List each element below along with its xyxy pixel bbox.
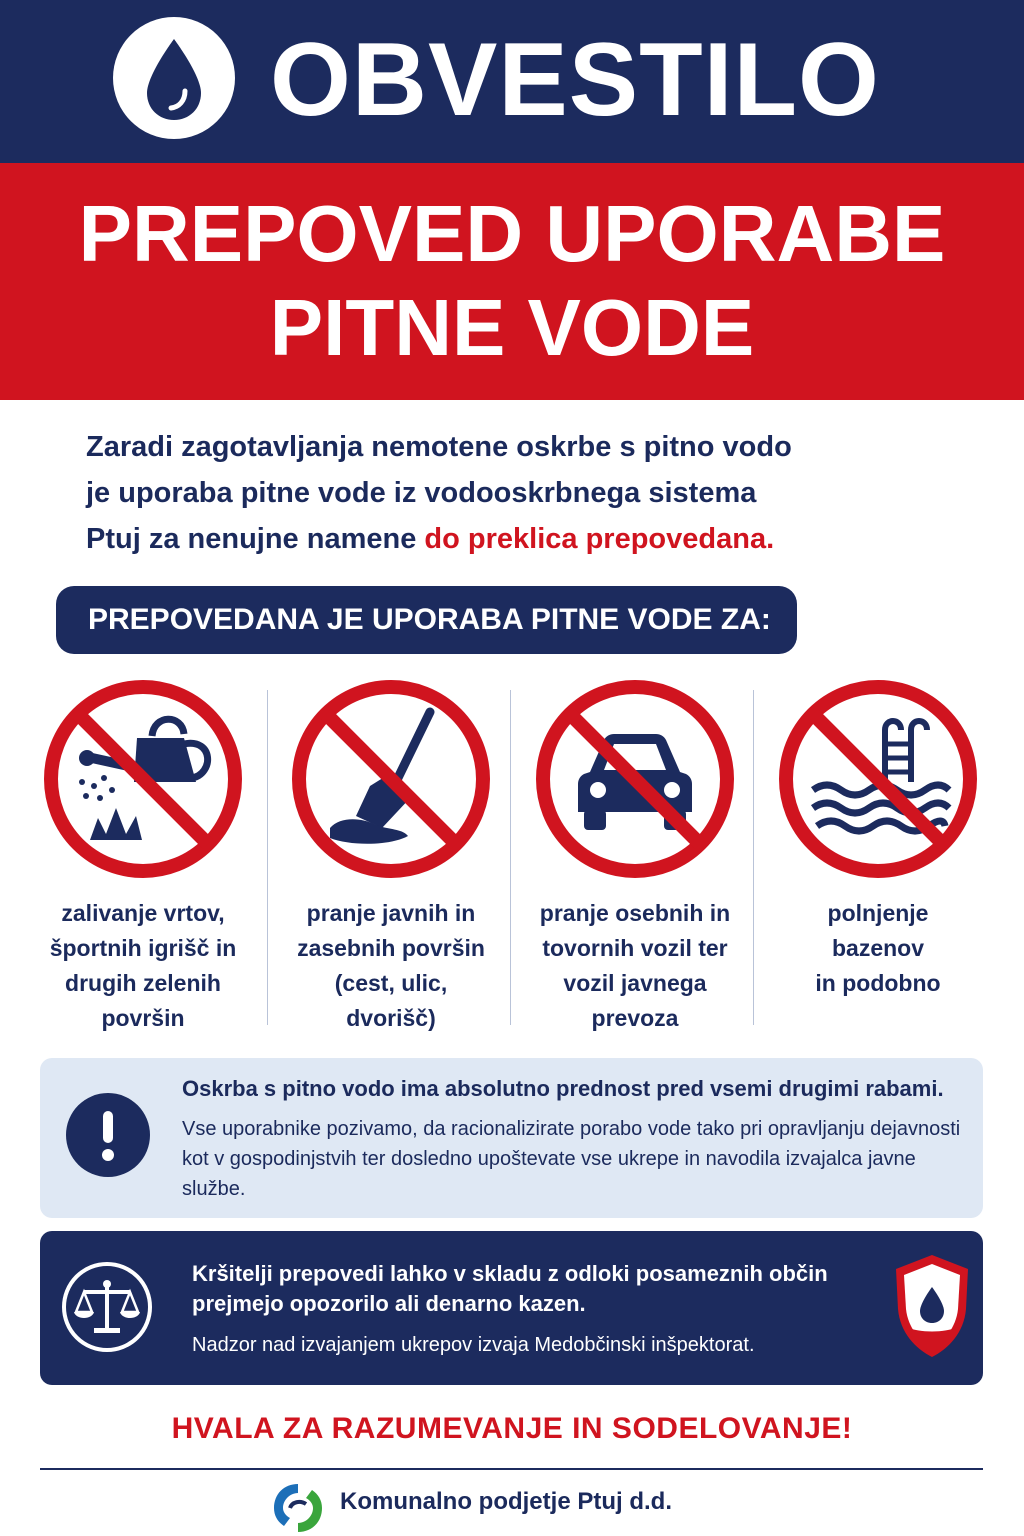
page-title: OBVESTILO <box>270 22 880 138</box>
prohibited-heading: PREPOVEDANA JE UPORABA PITNE VODE ZA: <box>56 586 797 654</box>
label-line: športnih igrišč in <box>49 935 237 961</box>
info-box <box>40 1058 983 1218</box>
label-line: zalivanje vrtov, <box>61 900 225 926</box>
label-line: drugih zelenih <box>65 970 221 996</box>
prohibition-item <box>755 670 1001 1030</box>
company-logo-icon <box>270 1480 326 1536</box>
water-drop-icon <box>113 17 235 139</box>
label-line: polnjenje <box>827 900 929 926</box>
car-icon <box>534 678 736 880</box>
watering-can-icon <box>42 678 244 880</box>
shield-drop-icon <box>892 1251 972 1361</box>
label-line: (cest, ulic, <box>334 970 448 996</box>
intro-line-2: je uporaba pitne vode iz vodooskrbnega sistema <box>86 477 757 509</box>
label-line: zasebnih površin <box>297 935 485 961</box>
label-line: vozil javnega <box>563 970 707 996</box>
prohibitions-row <box>20 670 1004 1030</box>
label-line: bazenov <box>831 935 925 961</box>
banner-line-2: PITNE VODE <box>269 283 755 372</box>
label-line: površin <box>101 1005 185 1031</box>
scales-icon <box>62 1262 152 1352</box>
intro-text <box>86 424 966 562</box>
column-divider <box>753 690 754 1025</box>
prohibition-item <box>512 670 758 1030</box>
thanks-text: HVALA ZA RAZUMEVANJE IN SODELOVANJE! <box>171 1412 853 1445</box>
prohibition-item <box>268 670 514 1030</box>
penalty-headline: Kršitelji prepovedi lahko v skladu z odloki posameznih občin prejmejo opozorilo ali denarno kazen. <box>192 1261 828 1316</box>
prohibition-label <box>512 896 758 1036</box>
banner-line-1: PREPOVED UPORABE <box>78 189 946 278</box>
label-line: pranje javnih in <box>306 900 476 926</box>
info-body: Vse uporabnike pozivamo, da racionalizirate porabo vode tako pri opravljanju dejavnosti kot v gospodinjstvih ter dosledno upoštevate vse ukrepe in navodila izvajalca javne službe. <box>182 1118 961 1200</box>
pool-icon <box>777 678 979 880</box>
company-name: Komunalno podjetje Ptuj d.d. <box>340 1488 672 1515</box>
label-line: prevoza <box>591 1005 679 1031</box>
label-line: dvorišč) <box>346 1005 436 1031</box>
prohibition-label <box>755 896 1001 1001</box>
intro-highlight: do preklica prepovedana. <box>424 523 775 555</box>
prohibition-label <box>20 896 266 1036</box>
label-line: tovornih vozil ter <box>542 935 728 961</box>
prohibition-label <box>268 896 514 1036</box>
exclamation-icon <box>66 1093 150 1177</box>
penalty-box <box>40 1231 983 1385</box>
mop-icon <box>290 678 492 880</box>
penalty-body: Nadzor nad izvajanjem ukrepov izvaja Medobčinski inšpektorat. <box>192 1334 755 1356</box>
label-line: pranje osebnih in <box>539 900 731 926</box>
header-bar <box>0 0 1024 163</box>
prohibition-item <box>20 670 266 1030</box>
column-divider <box>510 690 511 1025</box>
info-headline: Oskrba s pitno vodo ima absolutno prednost pred vsemi drugimi rabami. <box>182 1076 944 1101</box>
intro-line-1: Zaradi zagotavljanja nemotene oskrbe s pitno vodo <box>86 431 792 463</box>
intro-line-3 <box>86 516 966 562</box>
footer-divider <box>40 1468 983 1470</box>
prohibition-banner <box>0 163 1024 400</box>
label-line: in podobno <box>815 970 941 996</box>
intro-line-3-prefix: Ptuj za nenujne namene <box>86 523 425 555</box>
